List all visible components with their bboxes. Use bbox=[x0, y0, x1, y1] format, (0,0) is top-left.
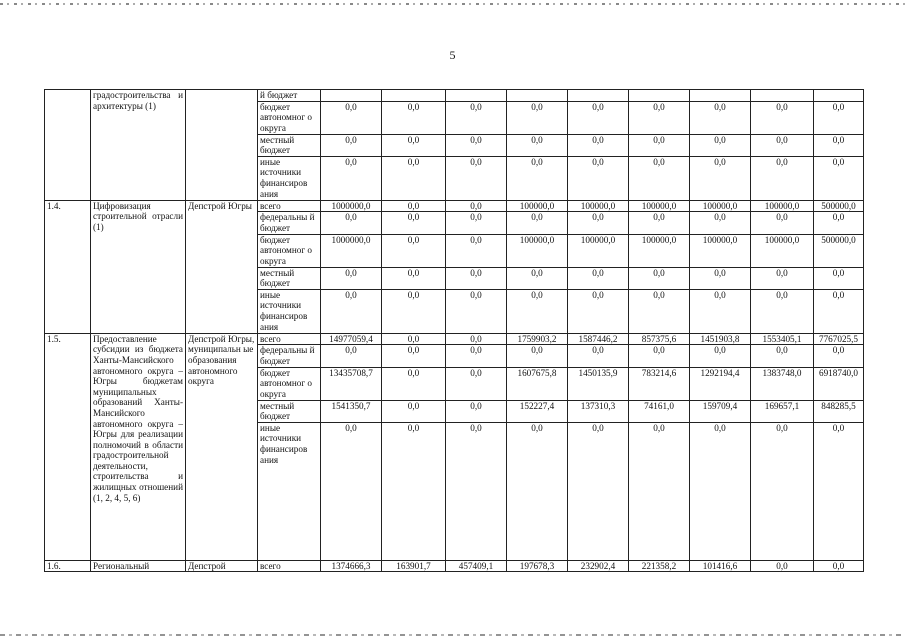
value-cell: 0,0 bbox=[507, 134, 568, 156]
value-cell: 0,0 bbox=[321, 267, 382, 289]
value-cell: 0,0 bbox=[568, 212, 629, 234]
value-cell: 0,0 bbox=[814, 422, 864, 560]
value-cell bbox=[507, 90, 568, 102]
funding-source-cell: местный бюджет bbox=[258, 400, 321, 422]
value-cell: 0,0 bbox=[814, 134, 864, 156]
value-cell: 0,0 bbox=[446, 400, 507, 422]
value-cell: 0,0 bbox=[321, 422, 382, 560]
value-cell: 0,0 bbox=[446, 333, 507, 345]
value-cell bbox=[382, 90, 446, 102]
value-cell: 100000,0 bbox=[690, 200, 751, 212]
value-cell: 0,0 bbox=[507, 156, 568, 200]
funding-source-cell: й бюджет bbox=[258, 90, 321, 102]
value-cell: 0,0 bbox=[382, 289, 446, 333]
value-cell: 1383748,0 bbox=[751, 367, 814, 400]
value-cell: 100000,0 bbox=[507, 234, 568, 267]
funding-source-cell: иные источники финансиров ания bbox=[258, 422, 321, 560]
value-cell: 1292194,4 bbox=[690, 367, 751, 400]
table-row bbox=[45, 333, 864, 345]
value-cell: 0,0 bbox=[568, 345, 629, 367]
funding-source-cell: бюджет автономног о округа bbox=[258, 234, 321, 267]
value-cell bbox=[814, 90, 864, 102]
value-cell: 13435708,7 bbox=[321, 367, 382, 400]
funding-source-cell: бюджет автономног о округа bbox=[258, 367, 321, 400]
value-cell: 500000,0 bbox=[814, 200, 864, 212]
table-row bbox=[45, 560, 864, 572]
value-cell: 0,0 bbox=[690, 345, 751, 367]
value-cell: 0,0 bbox=[751, 101, 814, 134]
value-cell: 0,0 bbox=[751, 345, 814, 367]
value-cell: 783214,6 bbox=[629, 367, 690, 400]
value-cell: 152227,4 bbox=[507, 400, 568, 422]
value-cell: 0,0 bbox=[814, 560, 864, 572]
value-cell: 0,0 bbox=[321, 289, 382, 333]
value-cell: 0,0 bbox=[690, 212, 751, 234]
value-cell: 0,0 bbox=[382, 267, 446, 289]
value-cell: 159709,4 bbox=[690, 400, 751, 422]
table-row bbox=[45, 90, 864, 102]
value-cell: 0,0 bbox=[814, 101, 864, 134]
value-cell: 0,0 bbox=[382, 422, 446, 560]
value-cell: 0,0 bbox=[446, 267, 507, 289]
value-cell: 0,0 bbox=[382, 212, 446, 234]
value-cell: 0,0 bbox=[690, 156, 751, 200]
value-cell: 0,0 bbox=[507, 267, 568, 289]
value-cell: 100000,0 bbox=[751, 234, 814, 267]
value-cell: 0,0 bbox=[321, 156, 382, 200]
value-cell: 1451903,8 bbox=[690, 333, 751, 345]
value-cell: 0,0 bbox=[382, 200, 446, 212]
value-cell: 0,0 bbox=[507, 422, 568, 560]
funding-source-cell: федеральны й бюджет bbox=[258, 345, 321, 367]
funding-source-cell: всего bbox=[258, 333, 321, 345]
value-cell: 0,0 bbox=[629, 422, 690, 560]
value-cell: 857375,6 bbox=[629, 333, 690, 345]
measure-name-cell: Предоставление субсидии из бюджета Ханты-Мансийского автономного округа – Югры бюджетам муниципальных образований Ханты-Мансийского автономного округа – Югры для реализации полномочий в области градостроительной деятельности, строительства и жилищных отношений (1, 2, 4, 5, 6) bbox=[91, 333, 186, 560]
value-cell bbox=[321, 90, 382, 102]
value-cell: 0,0 bbox=[382, 345, 446, 367]
value-cell: 0,0 bbox=[446, 200, 507, 212]
value-cell: 848285,5 bbox=[814, 400, 864, 422]
value-cell: 74161,0 bbox=[629, 400, 690, 422]
value-cell: 0,0 bbox=[568, 289, 629, 333]
funding-source-cell: бюджет автономног о округа bbox=[258, 101, 321, 134]
value-cell: 0,0 bbox=[751, 422, 814, 560]
value-cell: 0,0 bbox=[629, 101, 690, 134]
funding-source-cell: всего bbox=[258, 200, 321, 212]
value-cell bbox=[629, 90, 690, 102]
value-cell: 1759903,2 bbox=[507, 333, 568, 345]
value-cell bbox=[751, 90, 814, 102]
value-cell: 100000,0 bbox=[629, 234, 690, 267]
value-cell: 0,0 bbox=[629, 267, 690, 289]
value-cell: 0,0 bbox=[321, 345, 382, 367]
value-cell: 0,0 bbox=[321, 212, 382, 234]
value-cell: 6918740,0 bbox=[814, 367, 864, 400]
value-cell: 0,0 bbox=[568, 422, 629, 560]
funding-source-cell: федеральны й бюджет bbox=[258, 212, 321, 234]
value-cell: 0,0 bbox=[382, 367, 446, 400]
value-cell: 221358,2 bbox=[629, 560, 690, 572]
value-cell: 0,0 bbox=[382, 101, 446, 134]
value-cell: 1587446,2 bbox=[568, 333, 629, 345]
value-cell: 0,0 bbox=[382, 134, 446, 156]
row-number-cell bbox=[45, 90, 91, 201]
value-cell: 0,0 bbox=[751, 212, 814, 234]
value-cell: 0,0 bbox=[751, 156, 814, 200]
value-cell: 0,0 bbox=[814, 289, 864, 333]
funding-source-cell: местный бюджет bbox=[258, 134, 321, 156]
value-cell: 100000,0 bbox=[568, 200, 629, 212]
value-cell: 0,0 bbox=[382, 156, 446, 200]
value-cell: 0,0 bbox=[629, 134, 690, 156]
value-cell: 1000000,0 bbox=[321, 234, 382, 267]
value-cell: 0,0 bbox=[446, 101, 507, 134]
executor-cell bbox=[186, 90, 258, 201]
value-cell: 0,0 bbox=[446, 212, 507, 234]
value-cell: 0,0 bbox=[382, 234, 446, 267]
value-cell: 0,0 bbox=[507, 101, 568, 134]
value-cell: 0,0 bbox=[507, 212, 568, 234]
value-cell: 100000,0 bbox=[690, 234, 751, 267]
value-cell: 0,0 bbox=[814, 156, 864, 200]
value-cell: 0,0 bbox=[321, 134, 382, 156]
value-cell: 0,0 bbox=[690, 289, 751, 333]
value-cell: 0,0 bbox=[446, 345, 507, 367]
funding-source-cell: всего bbox=[258, 560, 321, 572]
value-cell: 1553405,1 bbox=[751, 333, 814, 345]
value-cell bbox=[446, 90, 507, 102]
value-cell: 0,0 bbox=[382, 333, 446, 345]
value-cell: 0,0 bbox=[568, 134, 629, 156]
funding-source-cell: иные источники финансиров ания bbox=[258, 156, 321, 200]
value-cell: 1607675,8 bbox=[507, 367, 568, 400]
budget-table bbox=[44, 89, 864, 572]
value-cell: 0,0 bbox=[321, 101, 382, 134]
table-body bbox=[45, 90, 864, 572]
value-cell: 0,0 bbox=[690, 134, 751, 156]
value-cell: 100000,0 bbox=[629, 200, 690, 212]
value-cell: 1450135,9 bbox=[568, 367, 629, 400]
value-cell: 0,0 bbox=[446, 234, 507, 267]
value-cell: 0,0 bbox=[814, 345, 864, 367]
value-cell: 101416,6 bbox=[690, 560, 751, 572]
value-cell: 232902,4 bbox=[568, 560, 629, 572]
value-cell: 0,0 bbox=[751, 267, 814, 289]
value-cell: 1000000,0 bbox=[321, 200, 382, 212]
value-cell: 0,0 bbox=[690, 422, 751, 560]
value-cell: 0,0 bbox=[751, 134, 814, 156]
value-cell: 0,0 bbox=[814, 212, 864, 234]
value-cell: 0,0 bbox=[568, 267, 629, 289]
scan-edge-bottom bbox=[0, 634, 905, 636]
scan-edge-top bbox=[0, 3, 905, 5]
value-cell: 457409,1 bbox=[446, 560, 507, 572]
value-cell: 163901,7 bbox=[382, 560, 446, 572]
value-cell: 0,0 bbox=[629, 289, 690, 333]
funding-source-cell: местный бюджет bbox=[258, 267, 321, 289]
measure-name-cell: градостроительства и архитектуры (1) bbox=[91, 90, 186, 201]
value-cell: 0,0 bbox=[446, 289, 507, 333]
table-row bbox=[45, 200, 864, 212]
value-cell: 1374666,3 bbox=[321, 560, 382, 572]
value-cell: 1541350,7 bbox=[321, 400, 382, 422]
value-cell: 100000,0 bbox=[568, 234, 629, 267]
value-cell: 0,0 bbox=[507, 289, 568, 333]
value-cell: 100000,0 bbox=[507, 200, 568, 212]
value-cell: 0,0 bbox=[568, 156, 629, 200]
value-cell: 0,0 bbox=[751, 560, 814, 572]
value-cell: 0,0 bbox=[446, 422, 507, 560]
value-cell: 0,0 bbox=[568, 101, 629, 134]
value-cell: 14977059,4 bbox=[321, 333, 382, 345]
executor-cell: Депстрой Югры bbox=[186, 200, 258, 333]
value-cell: 169657,1 bbox=[751, 400, 814, 422]
row-number-cell: 1.4. bbox=[45, 200, 91, 333]
measure-name-cell: Региональный bbox=[91, 560, 186, 572]
measure-name-cell: Цифровизация строительной отрасли (1) bbox=[91, 200, 186, 333]
value-cell: 0,0 bbox=[690, 267, 751, 289]
value-cell: 0,0 bbox=[446, 156, 507, 200]
value-cell: 7767025,5 bbox=[814, 333, 864, 345]
value-cell: 0,0 bbox=[446, 367, 507, 400]
value-cell: 0,0 bbox=[629, 156, 690, 200]
value-cell: 0,0 bbox=[507, 345, 568, 367]
value-cell bbox=[690, 90, 751, 102]
value-cell: 0,0 bbox=[814, 267, 864, 289]
funding-source-cell: иные источники финансиров ания bbox=[258, 289, 321, 333]
value-cell: 0,0 bbox=[446, 134, 507, 156]
value-cell: 0,0 bbox=[629, 212, 690, 234]
page-number: 5 bbox=[449, 48, 456, 62]
value-cell: 0,0 bbox=[690, 101, 751, 134]
row-number-cell: 1.5. bbox=[45, 333, 91, 560]
value-cell: 0,0 bbox=[382, 400, 446, 422]
value-cell: 137310,3 bbox=[568, 400, 629, 422]
value-cell: 500000,0 bbox=[814, 234, 864, 267]
value-cell: 100000,0 bbox=[751, 200, 814, 212]
row-number-cell: 1.6. bbox=[45, 560, 91, 572]
executor-cell: Депстрой bbox=[186, 560, 258, 572]
value-cell: 197678,3 bbox=[507, 560, 568, 572]
executor-cell: Депстрой Югры, муниципальн ые образования автономного округа bbox=[186, 333, 258, 560]
value-cell bbox=[568, 90, 629, 102]
value-cell: 0,0 bbox=[629, 345, 690, 367]
value-cell: 0,0 bbox=[751, 289, 814, 333]
